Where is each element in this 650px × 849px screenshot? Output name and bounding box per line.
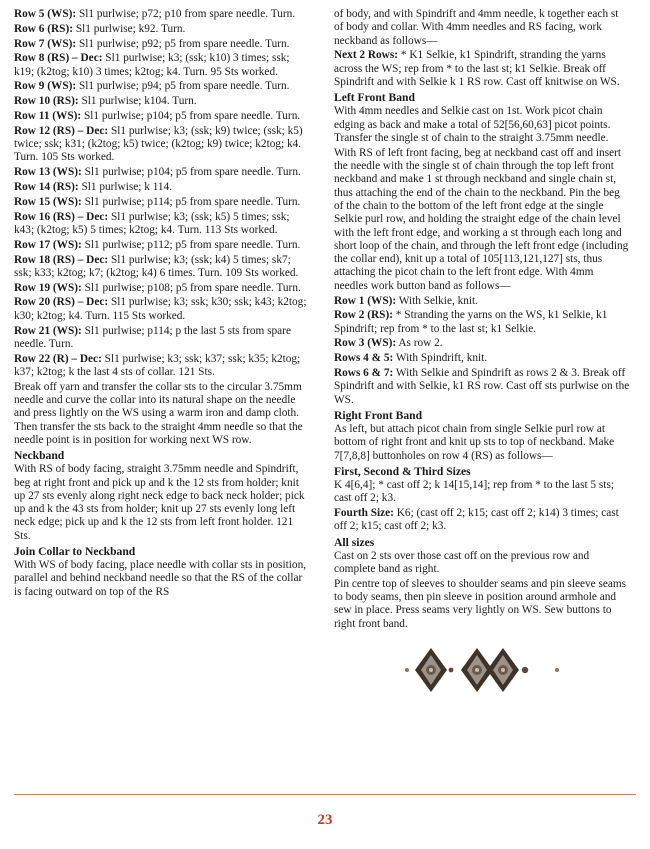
row-text: Sl1 purlwise; p104; p5 from spare needle. Turn. [81,166,301,179]
instruction-row [14,353,310,380]
row-text: * Stranding the yarns on the WS, k1 Selkie, k1 Spindrift; rep from * to the last st; k1 Selkie. [334,309,608,335]
row-label: Row 16 (RS) – Dec: [14,210,109,223]
two-column-body [14,8,636,699]
row-label: Row 15 (WS): [14,195,82,208]
instruction-row [14,282,310,295]
section-heading: All sizes [334,535,375,549]
row-label: Row 8 (RS) – Dec: [14,52,103,65]
row-label: Row 6 (RS): [14,22,73,35]
row-label: Row 14 (RS): [14,181,79,194]
row-text: Sl1 purlwise; p104; p5 from spare needle. Turn. [81,110,301,123]
section-heading: Neckband [14,449,65,463]
instruction-row [334,352,630,365]
row-label: Row 19 (WS): [14,281,82,294]
row-text: Sl1 purlwise; k3; (ssk; k9) twice; (ssk; k5) twice; ssk; k31; (k2tog; k5) twice; (k2tog; k9) twice; k2tog; k4. Turn. 105 Sts worked. [14,124,303,164]
row-label: Row 11 (WS): [14,110,82,123]
floral-diamond-ornament-icon [387,641,577,699]
instruction-row [14,125,310,165]
instruction-row [14,254,310,281]
instruction-row [14,196,310,209]
instruction-row [334,309,630,336]
instruction-row [14,23,310,36]
row-text: Sl1 purlwise; p108; p5 from spare needle. Turn. [81,281,301,294]
row-text: Sl1 purlwise; k3; (ssk; k4) 5 times; sk7; ssk; k33; k2tog; k7; (k2tog; k4) 6 times. Turn. 109 Sts worked. [14,253,299,279]
right-column-text [334,8,630,631]
row-text: Sl1 purlwise; p114; p5 from spare needle. Turn. [81,195,301,208]
row-text: Sl1 purlwise; k3; (ssk; k10) 3 times; ssk; k19; (k2tog; k10) 3 times; k2tog; k4. Turn. 95 Sts worked. [14,52,290,78]
paragraph: With RS of left front facing, beg at neckband cast off and insert the needle with the single st of chain through the top left front neckband and make 1 st through neckband and single chain st, thus attaching the end of the chain to the neckband. Pin the beg of the chain to the bottom of the left front edge at the single Selkie purl row, and holding the straight edge of the chain level with the left front edge, and working a st through each long and short loop of the chain, and through the left front edge (including the collar end), knit up a total of 105[113,121,127] sts, thus attaching the picot chain to the left front edge. With 4mm needles work button band as follows— [334,146,629,292]
row-label: Row 9 (WS): [14,80,77,93]
instruction-row [14,325,310,352]
row-text: With Spindrift, knit. [393,352,488,365]
instruction-row [14,296,310,323]
row-text: Sl1 purlwise; k3; (ssk; k5) 5 times; ssk; k43; (k2tog; k5) 5 times; k2tog; k4. Turn. 113 Sts worked. [14,210,290,236]
instruction-row [14,38,310,51]
row-text: With Selkie and Spindrift as rows 2 & 3. Break off Spindrift and with Selkie, k1 RS row. Cast off sts purlwise on the WS. [334,367,630,406]
row-text: With Selkie, knit. [396,294,479,307]
paragraph: As left, but attach picot chain from single Selkie purl row at bottom of right front and knit up sts to top of neckband. Make 7[7,8,8] buttonholes on row 4 (RS) as follows— [334,423,615,462]
row-text: Sl1 purlwise; p114; p the last 5 sts from spare needle. Turn. [14,324,291,350]
row-label: Row 2 (RS): [334,309,393,322]
section-heading: Right Front Band [334,408,423,422]
instruction-row [334,337,630,350]
instruction-row [334,367,630,407]
right-text-column [334,8,630,699]
row-text: Sl1 purlwise; k 114. [78,181,173,194]
row-label: Next 2 Rows: [334,49,399,62]
row-label: Row 12 (RS) – Dec: [14,124,109,137]
paragraph: Cast on 2 sts over those cast off on the previous row and complete band as right. [334,549,590,576]
row-label: Row 17 (WS): [14,238,82,251]
row-label: Row 21 (WS): [14,324,82,337]
ornament-container [334,641,630,699]
row-text: Sl1 purlwise; p112; p5 from spare needle. Turn. [81,238,301,251]
instruction-row [14,80,310,93]
row-text: K6; (cast off 2; k15; cast off 2; k14) 3 times; cast off 2; k15; cast off 2; k3. [334,507,619,533]
instruction-row [334,295,630,308]
row-text: Sl1 purlwise; p92; p5 from spare needle. Turn. [76,37,290,50]
section-heading: Join Collar to Neckband [14,545,136,559]
row-text: Sl1 purlwise; p94; p5 from spare needle. Turn. [76,80,290,93]
row-label: Row 13 (WS): [14,166,82,179]
row-text: As row 2. [396,337,443,350]
row-label: Row 20 (RS) – Dec: [14,296,109,309]
row-label: Row 3 (WS): [334,337,397,350]
instruction-row [14,52,310,79]
row-label: Row 10 (RS): [14,95,79,108]
row-text: Sl1 purlwise; k104. Turn. [78,95,197,108]
row-label: Rows 4 & 5: [334,352,394,365]
section-heading: Left Front Band [334,91,415,105]
instruction-row [14,110,310,123]
instruction-row [334,49,630,89]
paragraph: Break off yarn and transfer the collar sts to the circular 3.75mm needle and curve the collar into its natural shape on the needle and press lightly on the WS using a warm iron and damp cloth. Then transfer the sts back to the straight 4mm needle so that the needle point is in position for working next WS row. [14,380,303,446]
instruction-row [14,211,310,238]
instruction-row [14,8,310,21]
paragraph: With WS of body facing, place needle with collar sts in position, parallel and behind neckband needle so that the RS of the collar is facing outward on top of the RS [14,559,307,598]
instruction-row [14,239,310,252]
row-label: Rows 6 & 7: [334,367,394,380]
paragraph: of body, and with Spindrift and 4mm needle, k together each st of body and collar. With 4mm needles and RS facing, work neckband as follows— [334,8,619,47]
instruction-row [14,181,310,194]
left-text-column [14,8,310,601]
row-label: Row 1 (WS): [334,294,397,307]
paragraph: With RS of body facing, straight 3.75mm needle and Spindrift, beg at right front and pick up and k the 12 sts from holder; knit up 27 sts evenly along right neck edge to back neck holder; pick up and k the 43 sts from holder; knit up 27 sts evenly long left neck edge; pick up and k the 12 sts from left front holder. 121 Sts. [14,463,305,542]
paragraph: Pin centre top of sleeves to shoulder seams and pin sleeve seams to body seams, then pin sleeve in position around armhole and sew in place. Press seams very lightly on WS. Sew buttons to right front band. [334,577,627,630]
row-text: * K1 Selkie, k1 Spindrift, stranding the yarns across the WS; rep from * to the last st; k1 Selkie. Break off Spindrift and with Selkie k 1 RS row. Cast off knitwise on WS. [334,49,620,88]
row-text: Sl1 purlwise; p72; p10 from spare needle. Turn. [76,8,296,20]
row-label: Row 7 (WS): [14,37,77,50]
section-heading: First, Second & Third Sizes [334,464,471,478]
page-number: 23 [317,812,333,828]
row-label: Row 18 (RS) – Dec: [14,253,109,266]
footer-rule [14,794,636,795]
paragraph: K 4[6,4]; * cast off 2; k 14[15,14]; rep from * to the last 5 sts; cast off 2; k3. [334,478,614,505]
instruction-row [334,507,630,534]
row-label: Row 5 (WS): [14,8,77,20]
paragraph: With 4mm needles and Selkie cast on 1st. Work picot chain edging as back and make a total of 52[56,60,63] picot points. Transfer the single st of chain to the straight 3.75mm needle. [334,105,611,144]
row-label: Row 22 (R) – Dec: [14,352,102,365]
row-text: Sl1 purlwise; k3; ssk; k37; ssk; k35; k2tog; k37; k2tog; k the last 4 sts of collar. 121 Sts. [14,352,301,378]
row-text: Sl1 purlwise; k3; ssk; k30; ssk; k43; k2tog; k30; k2tog; k4. Turn. 115 Sts worked. [14,296,307,322]
row-text: Sl1 purlwise; k92. Turn. [73,22,186,35]
instruction-row [14,95,310,108]
instruction-row [14,166,310,179]
row-label: Fourth Size: [334,507,394,520]
